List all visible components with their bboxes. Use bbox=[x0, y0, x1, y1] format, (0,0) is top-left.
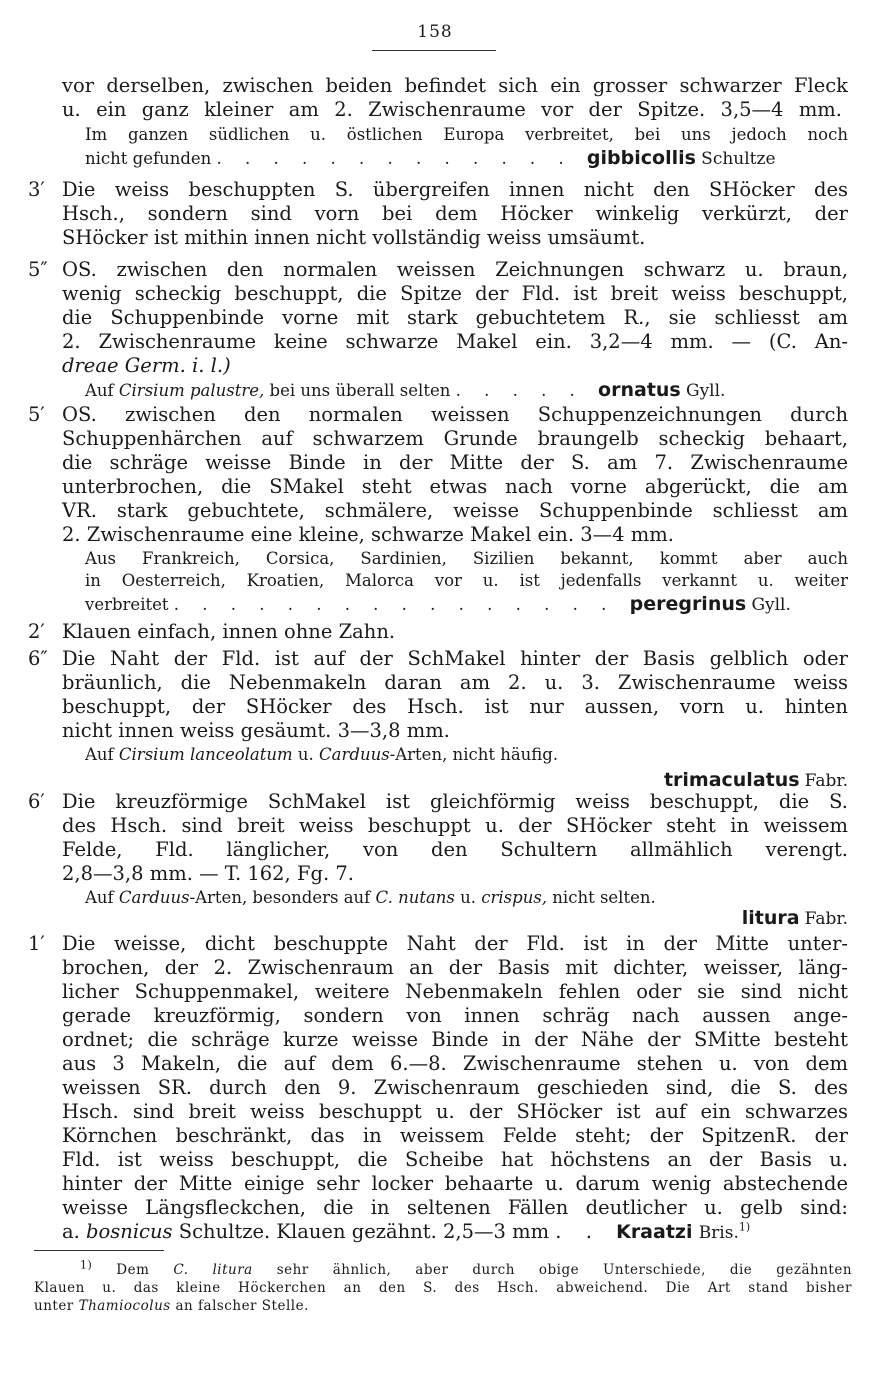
plant-name: Carduus bbox=[319, 745, 390, 764]
text-line: hinter der Mitte einige sehr locker behaarte u. darum wenig abstechende bbox=[62, 1172, 848, 1195]
text-line: die Schuppenbinde vorne mit stark gebuchtetem R., sie schliesst am bbox=[62, 306, 848, 329]
habitat-line: Im ganzen südlichen u. östlichen Europa verbreitet, bei uns jedoch noch bbox=[85, 125, 848, 144]
plant-name: Cirsium palustre, bbox=[118, 381, 265, 400]
habitat-text: u. bbox=[460, 888, 477, 907]
footnote-text: Dem bbox=[116, 1262, 150, 1278]
text-line: 2. Zwischenraume eine kleine, schwarze Makel ein. 3—4 mm. bbox=[62, 523, 674, 546]
species-author: Fabr. bbox=[804, 909, 848, 929]
species-line bbox=[248, 906, 848, 930]
text-line: 2,8—3,8 mm. — T. 162, Fg. 7. bbox=[62, 862, 354, 885]
leader-dots: . . bbox=[555, 1220, 617, 1243]
couplet-marker: 2′ bbox=[28, 620, 45, 643]
text-fragment: a. bbox=[62, 1220, 80, 1243]
species-author: Gyll. bbox=[751, 595, 791, 615]
plant-name: crispus, bbox=[481, 888, 548, 907]
text-line bbox=[62, 1220, 848, 1244]
habitat-text: bei uns überall selten bbox=[269, 381, 451, 400]
plant-name: Cirsium lanceolatum bbox=[118, 745, 293, 764]
text-line: vor derselben, zwischen beiden befindet sich ein grosser schwarzer Fleck bbox=[62, 74, 848, 97]
text-line: SHöcker ist mithin innen nicht vollständig weiss umsäumt. bbox=[62, 226, 646, 249]
variety-name: bosnicus bbox=[86, 1220, 173, 1243]
footnote-mark: 1) bbox=[80, 1258, 93, 1272]
footnote-line: Klauen u. das kleine Höckerchen an den S. des Hsch. abweichend. Die Art stand bisher bbox=[34, 1280, 852, 1296]
habitat-line: in Oesterreich, Kroatien, Malorca vor u. ist jedenfalls verkannt u. weiter bbox=[85, 571, 848, 590]
text-line: VR. stark gebuchtete, schmälere, weisse Schuppenbinde schliesst am bbox=[62, 499, 848, 522]
plant-name: C. nutans bbox=[375, 888, 455, 907]
species-author: Schultze bbox=[701, 149, 776, 169]
habitat-line: Aus Frankreich, Corsica, Sardinien, Sizilien bekannt, kommt aber auch bbox=[85, 549, 848, 568]
leader-dots: . . . . . . . . . . . . . bbox=[216, 149, 587, 168]
text-line: weissen SR. durch den 9. Zwischenraum geschieden sind, die S. des bbox=[62, 1076, 848, 1099]
text-line: die schräge weisse Binde in der Mitte der S. am 7. Zwischenraume bbox=[62, 451, 848, 474]
species-name: ornatus bbox=[598, 379, 681, 401]
text-line: beschuppt, der SHöcker des Hsch. ist nur aussen, vorn u. hinten bbox=[62, 695, 848, 718]
couplet-marker: 6′ bbox=[28, 790, 45, 813]
text-line: licher Schuppenmakel, weitere Nebenmakeln fehlen oder sie sind nicht bbox=[62, 980, 848, 1003]
habitat-line bbox=[85, 146, 848, 170]
species-author: Gyll. bbox=[686, 381, 726, 401]
couplet-marker: 5″ bbox=[28, 258, 48, 281]
text-line: OS. zwischen den normalen weissen Schuppenzeichnungen durch bbox=[62, 403, 848, 426]
leader-dots: . . . . . bbox=[455, 381, 599, 400]
text-line: Hsch., sondern sind vorn bei dem Höcker winkelig verkürzt, der bbox=[62, 202, 848, 225]
habitat-text: nicht gefunden bbox=[85, 149, 212, 168]
text-line: des Hsch. sind breit weiss beschuppt u. der SHöcker steht in weissem bbox=[62, 814, 848, 837]
footnote-line bbox=[80, 1258, 853, 1279]
footnote-text: sehr ähnlich, aber durch obige Unterschiede, die gezähnten bbox=[276, 1262, 853, 1278]
habitat-text: u. bbox=[297, 745, 314, 764]
species-author: Fabr. bbox=[804, 771, 848, 791]
footnote-reference: 1) bbox=[738, 1220, 751, 1234]
text-line: dreae Germ. i. l.) bbox=[62, 354, 231, 377]
habitat-text: Auf bbox=[85, 745, 114, 764]
footnote-text: unter bbox=[34, 1298, 74, 1314]
text-line: brochen, der 2. Zwischenraum an der Basis mit dichter, weisser, läng- bbox=[62, 956, 848, 979]
text-line: Felde, Fld. länglicher, von den Schultern allmählich verengt. bbox=[62, 838, 848, 861]
species-name: Kraatzi bbox=[616, 1221, 693, 1243]
text-line: wenig scheckig beschuppt, die Spitze der Fld. ist breit weiss beschuppt, bbox=[62, 282, 848, 305]
text-line: Die weisse, dicht beschuppte Naht der Fld. ist in der Mitte unter- bbox=[62, 932, 848, 955]
text-line: 2. Zwischenraume keine schwarze Makel ein. 3,2—4 mm. — (C. An- bbox=[62, 330, 848, 353]
habitat-text: Auf bbox=[85, 381, 114, 400]
couplet-marker: 3′ bbox=[28, 178, 45, 201]
text-line: Körnchen beschränkt, das in weissem Felde steht; der SpitzenR. der bbox=[62, 1124, 848, 1147]
species-name: trimaculatus bbox=[663, 769, 800, 791]
footnote-line bbox=[34, 1298, 852, 1315]
habitat-text: -Arten, besonders auf bbox=[189, 888, 371, 907]
text-line: aus 3 Makeln, die auf dem 6.—8. Zwischenraume stehen u. von dem bbox=[62, 1052, 848, 1075]
text-fragment: Schultze. Klauen gezähnt. 2,5—3 mm bbox=[178, 1220, 550, 1243]
text-line: unterbrochen, die SMakel steht etwas nach vorne abgerückt, die am bbox=[62, 475, 848, 498]
habitat-text: verbreitet bbox=[85, 595, 169, 614]
page-number: 158 bbox=[417, 22, 453, 42]
text-line: ordnet; die schräge kurze weisse Binde in der Nähe der SMitte besteht bbox=[62, 1028, 848, 1051]
footnote-text: an falscher Stelle. bbox=[175, 1298, 309, 1314]
text-line: Schuppenhärchen auf schwarzem Grunde braungelb scheckig behaart, bbox=[62, 427, 848, 450]
habitat-text: Auf bbox=[85, 888, 114, 907]
species-line bbox=[248, 768, 848, 792]
couplet-marker: 5′ bbox=[28, 403, 45, 426]
text-line: Die weiss beschuppten S. übergreifen innen nicht den SHöcker des bbox=[62, 178, 848, 201]
text-line: nicht innen weiss gesäumt. 3—3,8 mm. bbox=[62, 719, 450, 742]
species-name: peregrinus bbox=[629, 593, 747, 615]
footnote-genus: Thamiocolus bbox=[78, 1298, 171, 1314]
species-author: Bris. bbox=[698, 1223, 739, 1243]
text-line: Klauen einfach, innen ohne Zahn. bbox=[62, 620, 396, 643]
text-line: weisse Längsfleckchen, die in seltenen Fällen deutlicher u. gelb sind: bbox=[62, 1196, 848, 1219]
habitat-line bbox=[85, 592, 848, 616]
species-name: litura bbox=[741, 907, 800, 929]
leader-dots: . . . . . . . . . . . . . . . . bbox=[173, 595, 630, 614]
text-line: u. ein ganz kleiner am 2. Zwischenraume vor der Spitze. 3,5—4 mm. bbox=[62, 98, 842, 121]
text-line: Die Naht der Fld. ist auf der SchMakel hinter der Basis gelblich oder bbox=[62, 647, 848, 670]
footnote-species: C. litura bbox=[173, 1262, 253, 1278]
plant-name: Carduus bbox=[118, 888, 190, 907]
couplet-marker: 6″ bbox=[28, 647, 48, 670]
couplet-marker: 1′ bbox=[28, 932, 45, 955]
species-name: gibbicollis bbox=[586, 147, 696, 169]
text-line: bräunlich, die Nebenmakeln daran am 2. u. 3. Zwischenraume weiss bbox=[62, 671, 848, 694]
header-rule bbox=[372, 50, 496, 51]
habitat-line bbox=[85, 378, 848, 402]
habitat-text: -Arten, nicht häufig. bbox=[389, 745, 559, 764]
text-line: gerade kreuzförmig, sondern von innen schräg nach aussen ange- bbox=[62, 1004, 848, 1027]
footnote-rule bbox=[34, 1250, 164, 1251]
text-line: Hsch. sind breit weiss beschuppt u. der SHöcker ist auf ein schwarzes bbox=[62, 1100, 848, 1123]
text-line: Fld. ist weiss beschuppt, die Scheibe hat höchstens an der Basis u. bbox=[62, 1148, 848, 1171]
text-line: OS. zwischen den normalen weissen Zeichnungen schwarz u. braun, bbox=[62, 258, 848, 281]
habitat-line bbox=[85, 743, 848, 767]
habitat-text: nicht selten. bbox=[552, 888, 656, 907]
text-line: Die kreuzförmige SchMakel ist gleichförmig weiss beschuppt, die S. bbox=[62, 790, 848, 813]
